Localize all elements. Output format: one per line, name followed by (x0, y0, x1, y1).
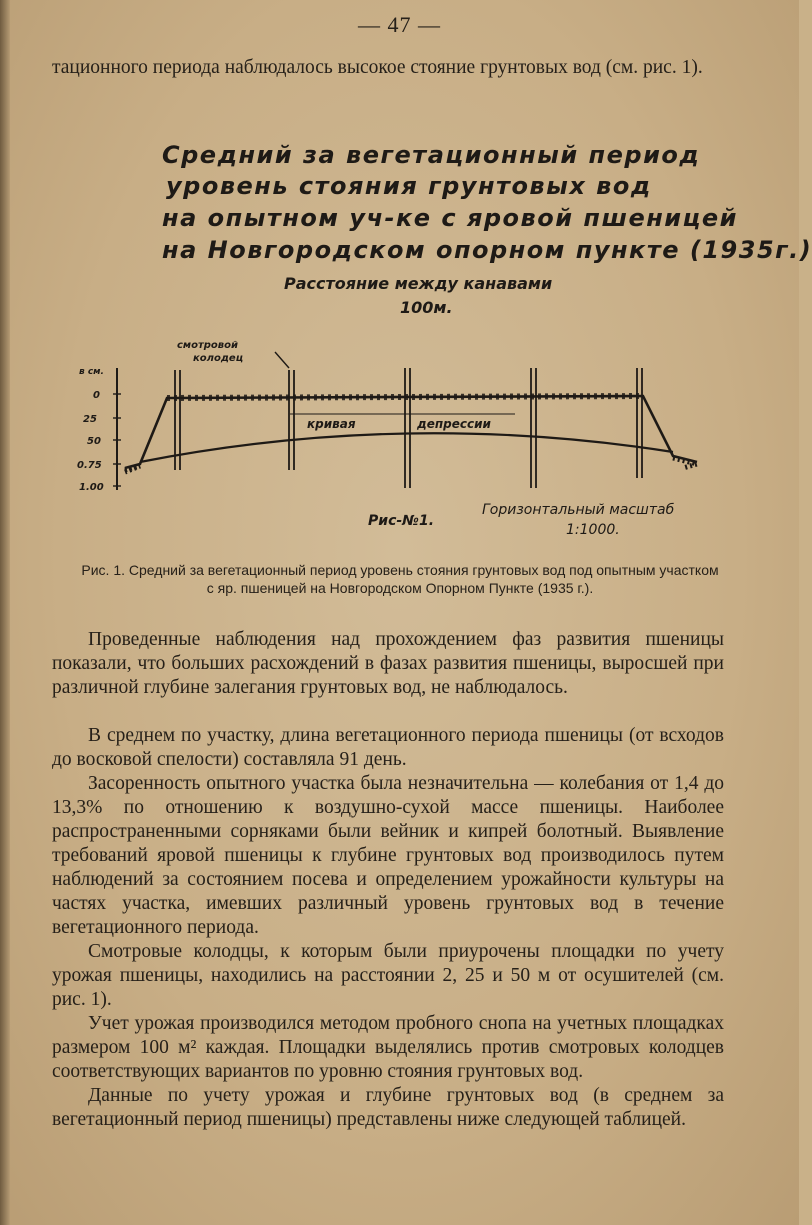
figure-subtitle-line-2: 100м. (400, 298, 453, 317)
paragraph-4: Смотровые колодцы, к которым были приурочены площадки по учету урожая пшеницы, находились на расстоянии 2, 25 и 50 м от осушителей (см. рис. 1). (52, 941, 724, 1010)
scale-label-100: 1.00 (79, 482, 104, 493)
figure-id-label: Рис-№1. (368, 513, 435, 529)
paragraph-3: Засоренность опытного участка была незначительна — колебания от 1,4 до 13,3% по отношению к воздушно-сухой массе пшеницы. Наиболее распространенными сорняками были вейник и кипрей болотный. Выявление требований яровой пшеницы к глубине грунтовых вод производилось путем наблюдений за состоянием посева и определением урожайности культуры на частях участка, имевших различный уровень грунтовых вод в течение вегетационного периода. (52, 773, 724, 938)
figure-title-line-3: на опытном уч-ке с яровой пшеницей (162, 204, 738, 232)
ditch-vegetation (125, 458, 697, 472)
well-label-line-1: смотровой (177, 340, 239, 351)
scale-label-075: 0.75 (77, 460, 102, 471)
figure-caption: Рис. 1. Средний за вегетационный период уровень стояния грунтовых вод под опытным участком с яр. пшеницей на Новгородском Опорном Пункте (1935 г.). (81, 562, 719, 596)
figure-subtitle-line-1: Расстояние между канавами (284, 274, 553, 293)
scale-label-0: 0 (93, 390, 100, 401)
scale-unit-label: в см. (79, 367, 104, 377)
paragraph-6: Данные по учету урожая и глубине грунтовых вод (в среднем за вегетационный период пшеницы) представлены ниже следующей таблицей. (52, 1085, 724, 1130)
intro-paragraph: тационного периода наблюдалось высокое стояние грунтовых вод (см. рис. 1). (52, 57, 703, 78)
depression-curve (140, 433, 673, 462)
horizontal-scale-line-2: 1:1000. (566, 522, 620, 538)
well-label-line-2: колодец (193, 353, 244, 364)
scale-label-25: 25 (83, 414, 97, 425)
figure-title-line-4: на Новгородском опорном пункте (1935г.) (162, 236, 812, 264)
paragraph-2: В среднем по участку, длина вегетационного периода пшеницы (от всходов до восковой спелости) составляла 91 день. (52, 725, 724, 770)
ground-surface-profile (125, 396, 697, 468)
paragraph-5: Учет урожая производился методом пробного снопа на учетных площадках размером 100 м² каждая. Площадки выделялись против смотровых колодцев соответствующих вариантов по уровню стояния грунтовых вод. (52, 1013, 724, 1082)
curve-label-right: депрессии (417, 417, 491, 431)
horizontal-scale-line-1: Горизонтальный масштаб (482, 502, 675, 518)
observation-wells (175, 368, 642, 488)
book-spine-shadow (0, 0, 10, 1225)
page-number: — 47 — (358, 12, 441, 37)
scale-label-50: 50 (87, 436, 101, 447)
paragraph-1: Проведенные наблюдения над прохождением фаз развития пшеницы показали, что больших расхождений в фазах развития пшеницы, выросшей при различной глубине залегания грунтовых вод, не наблюдалось. (52, 629, 724, 698)
figure-title-line-1: Средний за вегетационный период (162, 141, 701, 169)
curve-label-left: кривая (307, 417, 356, 431)
figure-title-line-2: уровень стояния грунтовых вод (166, 172, 652, 200)
well-label-pointer (275, 352, 289, 368)
